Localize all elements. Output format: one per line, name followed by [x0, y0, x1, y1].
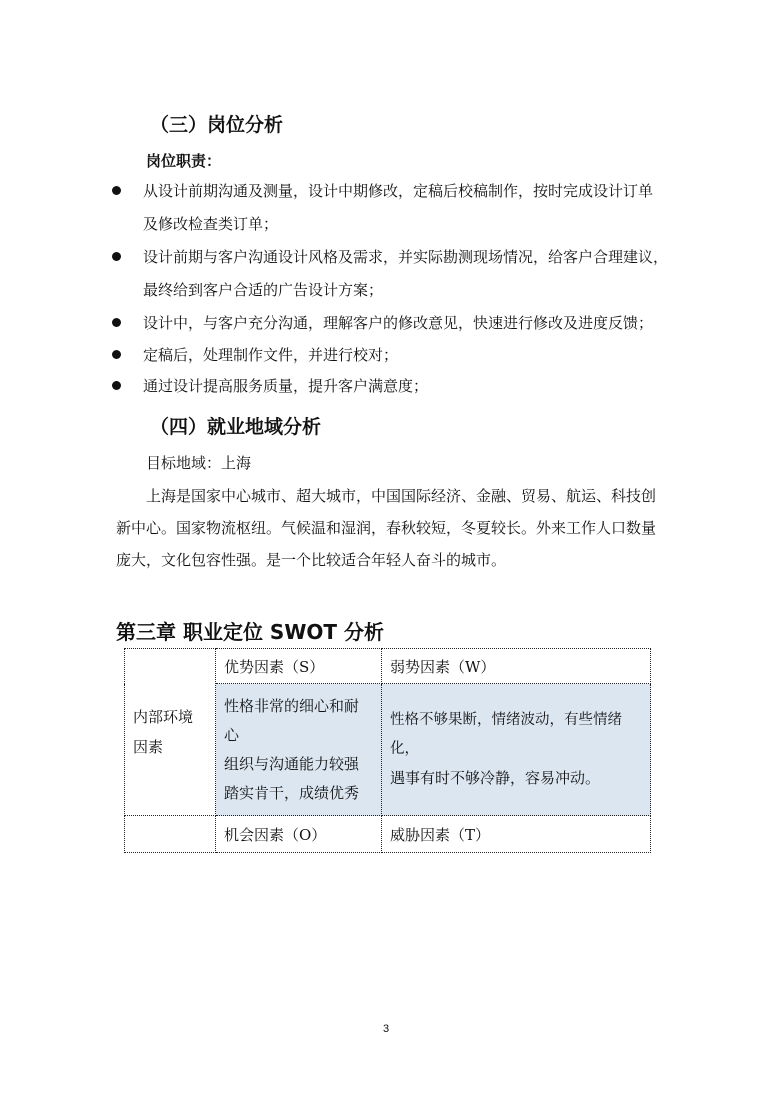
list-item: 设计前期与客户沟通设计风格及需求，并实际勘测现场情况，给客户合理建议， [143, 248, 669, 266]
swot-table [124, 648, 651, 853]
section-4-heading: （四）就业地域分析 [150, 416, 322, 438]
region-paragraph-line: 新中心。国家物流枢纽。气候温和湿润，春秋较短，冬夏较长。外来工作人口数量 [116, 519, 657, 537]
page-number: 3 [383, 1023, 390, 1035]
internal-factors-label: 内部环境 [133, 708, 194, 726]
bullet-icon [112, 381, 121, 390]
strength-line: 组织与沟通能力较强 [224, 754, 360, 773]
external-factors-cell [125, 816, 216, 853]
internal-factors-label-cont: 因素 [133, 738, 164, 756]
list-item: 从设计前期沟通及测量，设计中期修改，定稿后校稿制作，按时完成设计订单 [143, 182, 654, 200]
weakness-line: 遇事有时不够冷静，容易冲动。 [390, 769, 601, 787]
section-3-heading: （三）岗位分析 [150, 114, 284, 136]
opportunities-header: 机会因素（O） [216, 816, 382, 853]
list-item: 设计中，与客户充分沟通，理解客户的修改意见，快速进行修改及进度反馈； [143, 314, 654, 332]
bullet-icon [112, 318, 121, 327]
weaknesses-header: 弱势因素（W） [382, 649, 651, 684]
chapter-3-heading: 第三章 职业定位 SWOT 分析 [116, 620, 384, 644]
bullet-icon [112, 252, 121, 261]
list-item: 通过设计提高服务质量，提升客户满意度； [143, 377, 429, 395]
threats-header: 威胁因素（T） [382, 816, 651, 853]
internal-factors-cell [125, 649, 216, 816]
bullet-icon [112, 186, 121, 195]
strengths-header: 优势因素（S） [216, 649, 382, 684]
weaknesses-cell [382, 684, 651, 816]
strength-line: 性格非常的细心和耐心 [224, 696, 360, 744]
region-paragraph-line: 庞大，文化包容性强。是一个比较适合年轻人奋斗的城市。 [116, 551, 507, 569]
region-paragraph-line: 上海是国家中心城市、超大城市，中国国际经济、金融、贸易、航运、科技创 [146, 487, 657, 505]
target-region: 目标地域：上海 [146, 454, 252, 472]
strength-line: 踏实肯干，成绩优秀 [224, 783, 360, 802]
weakness-line: 性格不够果断，情绪波动，有些情绪化， [390, 712, 622, 757]
duties-label: 岗位职责： [146, 152, 222, 170]
strengths-cell [216, 684, 382, 816]
list-item-continuation: 及修改检查类订单； [143, 215, 279, 233]
list-item: 定稿后，处理制作文件，并进行校对； [143, 346, 399, 364]
bullet-icon [112, 350, 121, 359]
list-item-continuation: 最终给到客户合适的广告设计方案； [143, 281, 384, 299]
